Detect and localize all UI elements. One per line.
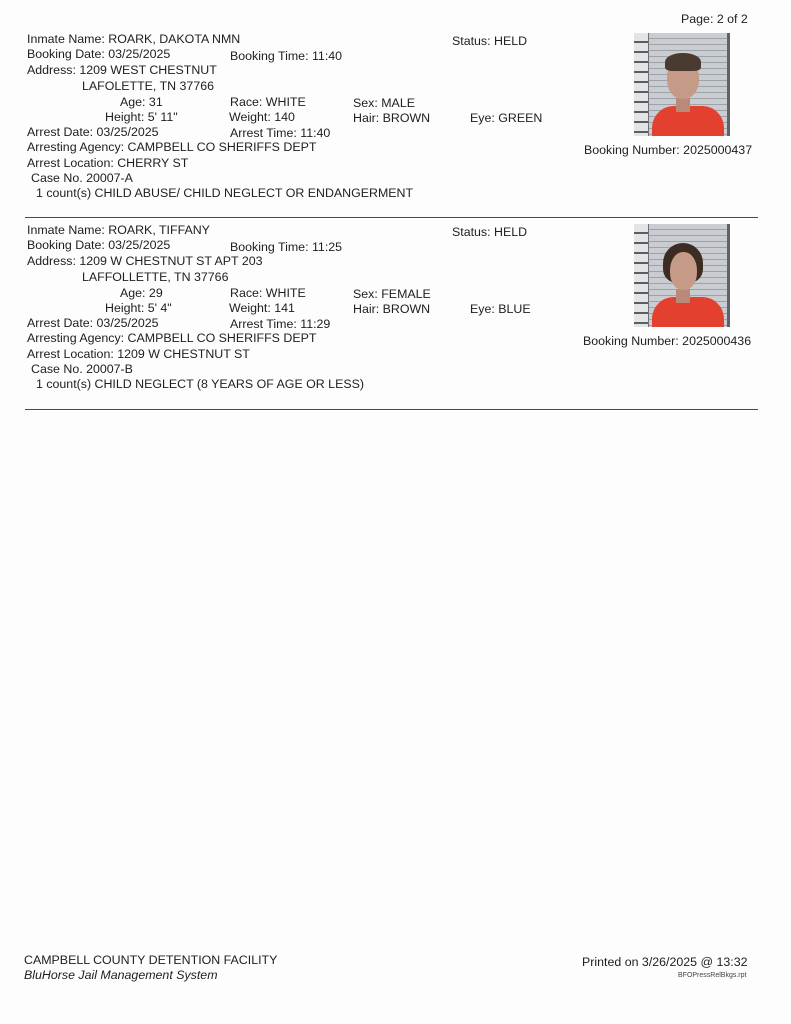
hair: Hair: BROWN (353, 111, 431, 125)
address-line-1: Address: 1209 W CHESTNUT ST APT 203 (27, 254, 263, 268)
status: Status: HELD (452, 225, 528, 239)
page-number: Page: 2 of 2 (681, 12, 748, 26)
arrest-location: Arrest Location: CHERRY ST (27, 156, 189, 170)
case-number: Case No. 20007-A (31, 171, 133, 185)
arresting-agency: Arresting Agency: CAMPBELL CO SHERIFFS DEPT (27, 140, 317, 154)
printed-timestamp: Printed on 3/26/2025 @ 13:32 (582, 955, 748, 969)
arrest-location: Arrest Location: 1209 W CHESTNUT ST (27, 347, 250, 361)
report-file-name: BFOPressRelBkgs.rpt (678, 972, 747, 979)
system-name: BluHorse Jail Management System (24, 968, 218, 982)
age: Age: 29 (120, 286, 163, 300)
booking-number: Booking Number: 2025000437 (584, 143, 753, 157)
arrest-date: Arrest Date: 03/25/2025 (27, 316, 159, 330)
sex: Sex: MALE (353, 96, 415, 110)
charge: 1 count(s) CHILD NEGLECT (8 YEARS OF AGE OR LESS) (36, 377, 364, 391)
arrest-date: Arrest Date: 03/25/2025 (27, 125, 159, 139)
height: Height: 5' 4" (105, 301, 172, 315)
photo-hair (665, 53, 701, 71)
booking-time: Booking Time: 11:40 (230, 49, 343, 63)
charge: 1 count(s) CHILD ABUSE/ CHILD NEGLECT OR ENDANGERMENT (36, 186, 414, 200)
case-number: Case No. 20007-B (31, 362, 133, 376)
eye: Eye: BLUE (470, 302, 531, 316)
mugshot-photo (634, 33, 730, 136)
weight: Weight: 141 (229, 301, 295, 315)
arrest-time: Arrest Time: 11:40 (230, 126, 331, 140)
address-line-2: LAFOLETTE, TN 37766 (82, 79, 214, 93)
status: Status: HELD (452, 34, 528, 48)
booking-time: Booking Time: 11:25 (230, 240, 343, 254)
height: Height: 5' 11" (105, 110, 178, 124)
sex: Sex: FEMALE (353, 287, 431, 301)
booking-date: Booking Date: 03/25/2025 (27, 47, 171, 61)
weight: Weight: 140 (229, 110, 295, 124)
facility-name: CAMPBELL COUNTY DETENTION FACILITY (24, 953, 278, 967)
race: Race: WHITE (230, 95, 306, 109)
record-divider (25, 409, 758, 410)
booking-date: Booking Date: 03/25/2025 (27, 238, 171, 252)
race: Race: WHITE (230, 286, 306, 300)
address-line-1: Address: 1209 WEST CHESTNUT (27, 63, 217, 77)
eye: Eye: GREEN (470, 111, 543, 125)
age: Age: 31 (120, 95, 163, 109)
mugshot-photo (634, 224, 730, 327)
arrest-time: Arrest Time: 11:29 (230, 317, 331, 331)
record-divider (25, 217, 758, 218)
hair: Hair: BROWN (353, 302, 431, 316)
inmate-name: Inmate Name: ROARK, TIFFANY (27, 223, 210, 237)
address-line-2: LAFFOLLETTE, TN 37766 (82, 270, 229, 284)
arresting-agency: Arresting Agency: CAMPBELL CO SHERIFFS DEPT (27, 331, 317, 345)
booking-number: Booking Number: 2025000436 (583, 334, 752, 348)
inmate-name: Inmate Name: ROARK, DAKOTA NMN (27, 32, 241, 46)
